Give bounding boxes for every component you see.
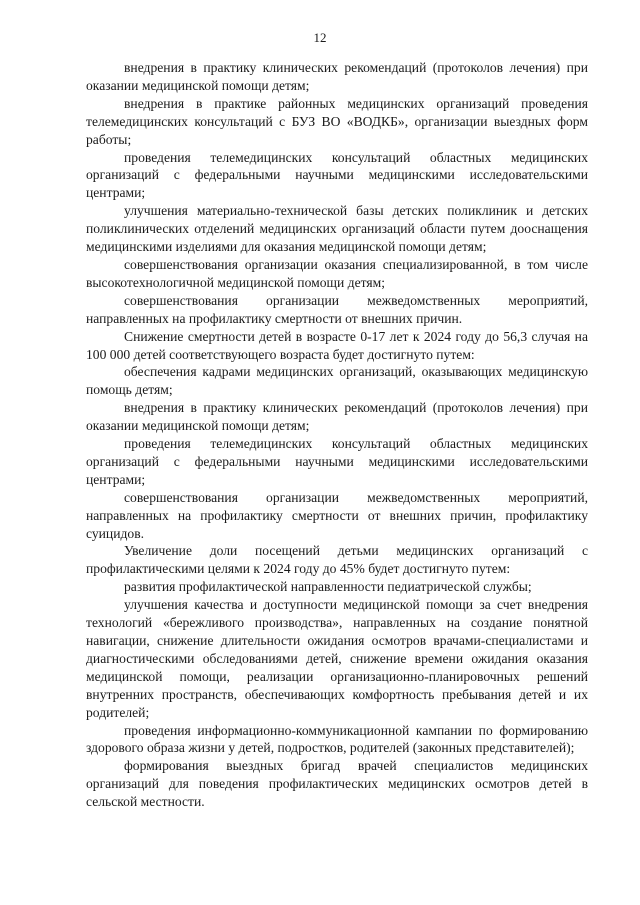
- page-number: 12: [313, 30, 327, 45]
- paragraph: совершенствования организации межведомственных мероприятий, направленных на профилактику смертности от внешних причин.: [86, 292, 588, 326]
- paragraph: проведения информационно-коммуникационной кампании по формированию здорового образа жизни у детей, подростков, родителей (законных представителей);: [86, 722, 588, 756]
- document-body: [86, 59, 588, 811]
- paragraph: совершенствования организации оказания специализированной, в том числе высокотехнологичной медицинской помощи детям;: [86, 256, 588, 290]
- paragraph: улучшения материально-технической базы детских поликлиник и детских поликлинических отделений медицинских организаций области путем дооснащения медицинскими изделиями для оказания медицинской помощи детям;: [86, 203, 588, 255]
- paragraph: внедрения в практику клинических рекомендаций (протоколов лечения) при оказании медицинской помощи детям;: [86, 60, 588, 93]
- paragraph: улучшения качества и доступности медицинской помощи за счет внедрения технологий «бережливого производства», направленных на создание понятной навигации, снижение длительности ожидания осмотров врачами-специалистами и диагностическими обследованиями детей, снижение времени ожидания оказания медицинской помощи, реализации организационно-планировочных решений внутренних пространств, обеспечивающих комфортность пребывания детей и их родителей;: [86, 597, 588, 720]
- paragraph: формирования выездных бригад врачей специалистов медицинских организаций для поведения профилактических медицинских осмотров детей в сельской местности.: [86, 758, 588, 810]
- paragraph: проведения телемедицинских консультаций областных медицинских организаций с федеральными научными медицинскими исследовательскими центрами;: [86, 149, 588, 201]
- paragraph: совершенствования организации межведомственных мероприятий, направленных на профилактику смертности от внешних причин, профилактику суицидов.: [86, 489, 588, 541]
- paragraph: Увеличение доли посещений детьми медицинских организаций с профилактическими целями к 2024 году до 45% будет достигнуто путем:: [86, 543, 588, 577]
- paragraph: Снижение смертности детей в возрасте 0-17 лет к 2024 году до 56,3 случая на 100 000 детей соответствующего возраста будет достигнуто путем:: [86, 328, 588, 362]
- paragraph: внедрения в практике районных медицинских организаций проведения телемедицинских консультаций с БУЗ ВО «ВОДКБ», организации выездных форм работы;: [86, 95, 588, 147]
- paragraph: внедрения в практику клинических рекомендаций (протоколов лечения) при оказании медицинской помощи детям;: [86, 400, 588, 434]
- paragraph: развития профилактической направленности педиатрической службы;: [124, 579, 532, 595]
- paragraph: проведения телемедицинских консультаций областных медицинских организаций с федеральными научными медицинскими исследовательскими центрами;: [86, 436, 588, 487]
- paragraph: обеспечения кадрами медицинских организаций, оказывающих медицинскую помощь детям;: [86, 364, 588, 398]
